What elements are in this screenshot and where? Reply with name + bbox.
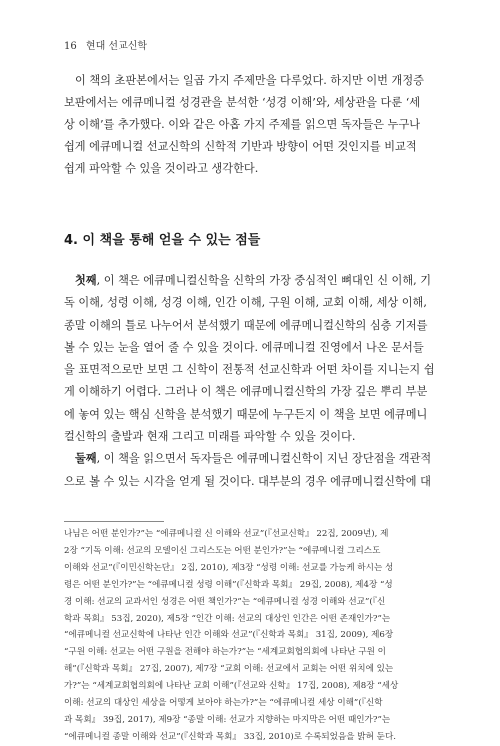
text-line: 종말 이해의 틀로 나누어서 분석했기 때문에 에큐메니컬신학의 심층 기저를 bbox=[64, 318, 428, 332]
text-line: 독 이해, 성령 이해, 성경 이해, 인간 이해, 구원 이해, 교회 이해, 세상 이해, bbox=[64, 296, 427, 310]
text-line: 컬신학의 출발과 현재 그리고 미래를 파악할 수 있을 것이다. bbox=[64, 430, 356, 444]
second-line-rest: , 이 책을 읽으면서 독자들은 에큐메니컬신학이 지닌 장단점을 객관적 bbox=[96, 452, 432, 466]
page-number: 16 bbox=[64, 41, 77, 52]
text-line: 으로 볼 수 있는 시각을 얻게 될 것이다. 대부분의 경우 에큐메니컬신학에 대 bbox=[64, 474, 431, 488]
footnote-line: “에큐메니컬 선교신학에 나타난 인간 이해와 선교”(『신학과 목회』 31집, 2009), 제6장 bbox=[64, 630, 394, 641]
text-line bbox=[64, 270, 440, 292]
text-line bbox=[64, 448, 440, 470]
footnote-line: 과 목회』 39집, 2017), 제9장 “종말 이해: 선교가 지향하는 마지막은 어떤 때인가?”는 bbox=[64, 714, 391, 725]
footnote-line: “에큐메니컬 종말 이해와 선교”(『신학과 목회』 33집, 2010)로 수록되었음을 밝혀 둔다. bbox=[64, 731, 396, 742]
footnote-line: 학과 목회』 53집, 2020), 제5장 “인간 이해: 선교의 대상인 인간은 어떤 존재인가?”는 bbox=[64, 613, 391, 624]
text-line: 에 놓여 있는 핵심 신학을 분석했기 때문에 누구든지 이 책을 보면 에큐메니 bbox=[64, 407, 428, 421]
text-line: 쉽게 에큐메니컬 선교신학의 신학적 기반과 방향이 어떤 것인지를 비교적 bbox=[64, 140, 417, 153]
running-title: 현대 선교신학 bbox=[85, 41, 148, 52]
footnote-line: 이해: 선교의 대상인 세상을 어떻게 보아야 하는가?”는 “에큐메니컬 세상 이해”(『신학 bbox=[64, 698, 383, 709]
footnote-line: 2장 “기독 이해: 선교의 모델이신 그리스도는 어떤 분인가?”는 “에큐메니컬 그리스도 bbox=[64, 545, 381, 556]
text-line: 을 표면적으로만 보면 그 신학이 전통적 선교신학과 어떤 차이를 지니는지 쉽 bbox=[64, 363, 435, 377]
footnote-line: 가?”는 “세계교회협의회에 나타난 교회 이해”(『선교와 신학』 17집, 2008), 제8장 “세상 bbox=[64, 681, 399, 692]
footnote-line: 령은 어떤 분인가?”는 “에큐메니컬 성령 이해”(『신학과 목회』 29집, 2008), 제4장 “성 bbox=[64, 579, 393, 590]
text-line: 상 이해’를 추가했다. 이와 같은 아홉 가지 주제를 읽으면 독자들은 누구나 bbox=[64, 118, 421, 131]
second-lead: 둘째 bbox=[75, 452, 97, 466]
footnote-line: 경 이해: 선교의 교과서인 성경은 어떤 책인가?”는 “에큐메니컬 성경 이해와 선교”(『신 bbox=[64, 596, 386, 607]
body-text bbox=[64, 270, 440, 493]
first-line-rest: , 이 책은 에큐메니컬신학을 신학의 가장 중심적인 뼈대인 신 이해, 기 bbox=[96, 274, 432, 287]
text-line: 게 이해하기 어렵다. 그러나 이 책은 에큐메니컬신학의 가장 깊은 뿌리 부분 bbox=[64, 385, 428, 399]
footnote-divider bbox=[64, 521, 164, 522]
footnote-line: 해”(『신학과 목회』 27집, 2007), 제7장 “교회 이해: 선교에서 교회는 어떤 위치에 있는 bbox=[64, 664, 394, 675]
section-heading: 4. 이 책을 통해 얻을 수 있는 점들 bbox=[64, 233, 261, 248]
text-line: 이 책의 초판본에서는 일곱 가지 주제만을 다루었다. 하지만 이번 개정증 bbox=[75, 74, 424, 87]
text-line: 보판에서는 에큐메니컬 성경관을 분석한 ‘성경 이해’와, 세상관을 다룬 ‘세 bbox=[64, 96, 421, 109]
footnote-line: 나님은 어떤 분인가?”는 “에큐메니컬 신 이해와 선교”(『선교신학』 22집, 2009년), 제 bbox=[64, 529, 389, 539]
running-header bbox=[64, 37, 147, 52]
footnote-line: “구원 이해: 선교는 어떤 구원을 전해야 하는가?”는 “세계교회협의회에 나타난 구원 이 bbox=[64, 647, 386, 658]
first-lead: 첫째 bbox=[75, 274, 97, 287]
intro-paragraph bbox=[64, 70, 440, 180]
footnote bbox=[64, 526, 440, 746]
footnote-line: 이해와 선교”(『이민신학논단』 2집, 2010), 제3장 “성령 이해: 선교를 가능케 하시는 성 bbox=[64, 562, 394, 573]
text-line: 볼 수 있는 눈을 열어 줄 수 있을 것이다. 에큐메니컬 진영에서 나온 문서들 bbox=[64, 340, 424, 354]
text-line: 쉽게 파악할 수 있을 것이라고 생각한다. bbox=[64, 162, 259, 175]
